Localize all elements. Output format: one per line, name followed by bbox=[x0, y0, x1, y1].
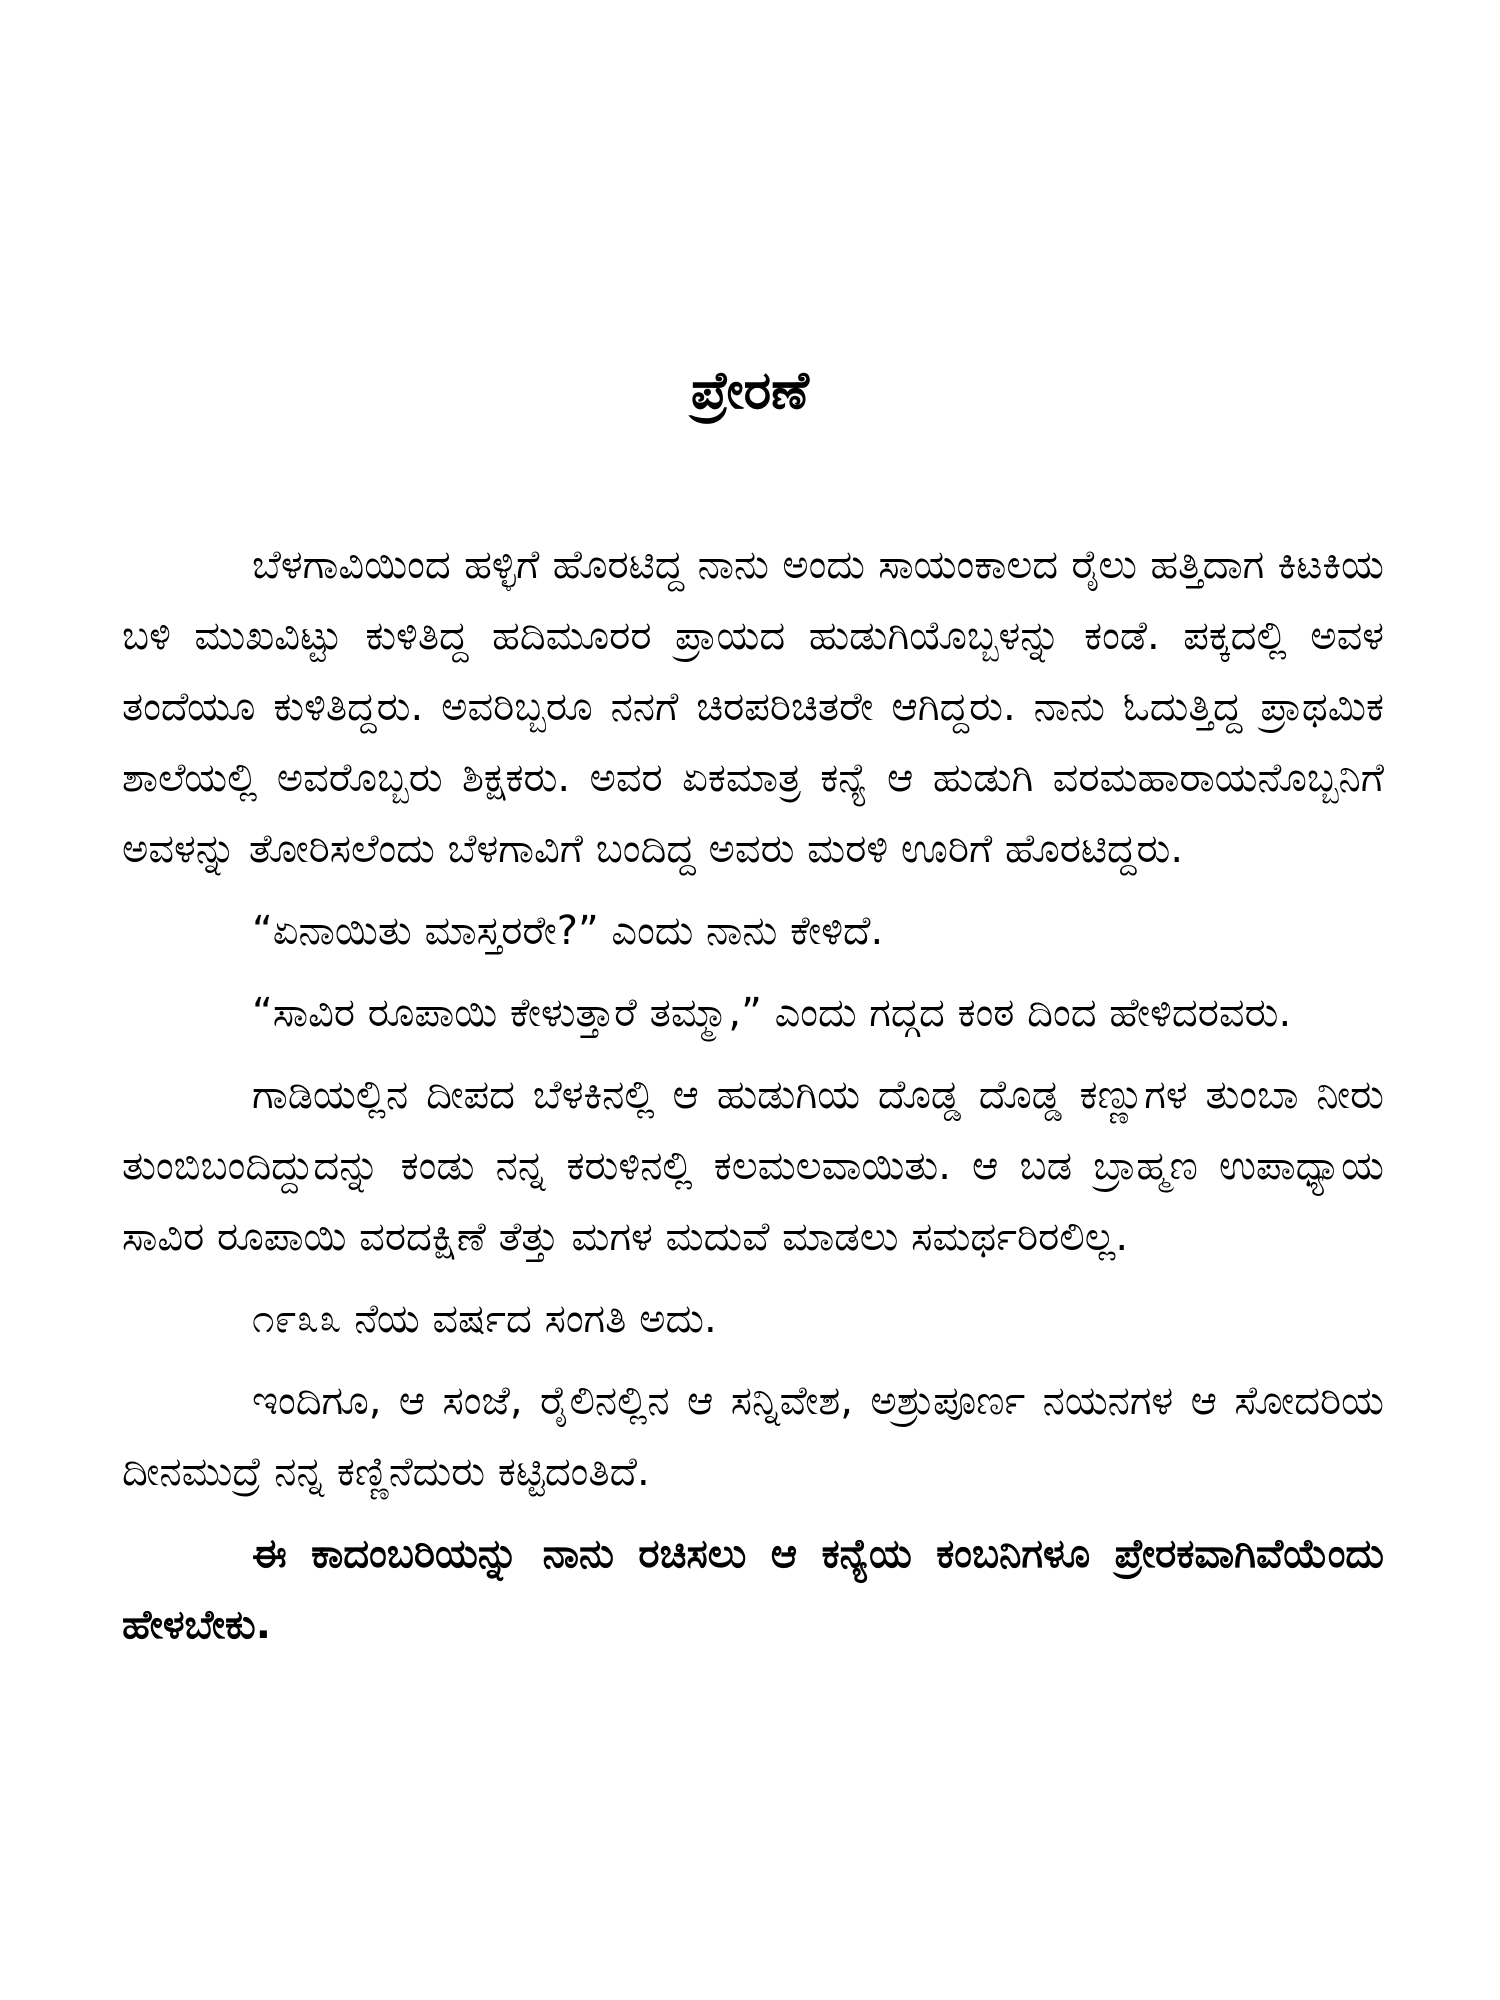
paragraph: “ಸಾವಿರ ರೂಪಾಯಿ ಕೇಳುತ್ತಾರೆ ತಮ್ಮಾ,” ಎಂದು ಗದ್ಗದ ಕಂಠ ದಿಂದ ಹೇಳಿದರವರು. bbox=[252, 990, 1292, 1036]
paragraph: ೧೯೩೩ ನೆಯ ವರ್ಷದ ಸಂಗತಿ ಅದು. bbox=[252, 1296, 717, 1342]
paragraph: ಗಾಡಿಯಲ್ಲಿನ ದೀಪದ ಬೆಳಕಿನಲ್ಲಿ ಆ ಹುಡುಗಿಯ ದೊಡ್ಡ ದೊಡ್ಡ ಕಣ್ಣುಗಳ ತುಂಬಾ ನೀರು ತುಂಬಿಬಂದಿದ್ದುದನ್ನು ಕಂಡು ನನ್ನ ಕರುಳಿನಲ್ಲಿ ಕಲಮಲವಾಯಿತು. ಆ ಬಡ ಬ್ರಾಹ್ಮಣ ಉಪಾಧ್ಯಾಯ ಸಾವಿರ ರೂಪಾಯಿ ವರದಕ್ಷಿಣೆ ತೆತ್ತು ಮಗಳ ಮದುವೆ ಮಾಡಲು ಸಮರ್ಥರಿರಲಿಲ್ಲ. bbox=[122, 1072, 1384, 1260]
paragraph: ಬೆಳಗಾವಿಯಿಂದ ಹಳ್ಳಿಗೆ ಹೊರಟಿದ್ದ ನಾನು ಅಂದು ಸಾಯಂಕಾಲದ ರೈಲು ಹತ್ತಿದಾಗ ಕಿಟಕಿಯ ಬಳಿ ಮುಖವಿಟ್ಟು ಕುಳಿತಿದ್ದ ಹದಿಮೂರರ ಪ್ರಾಯದ ಹುಡುಗಿಯೊಬ್ಬಳನ್ನು ಕಂಡೆ. ಪಕ್ಕದಲ್ಲಿ ಅವಳ ತಂದೆಯೂ ಕುಳಿತಿದ್ದರು. ಅವರಿಬ್ಬರೂ ನನಗೆ ಚಿರಪರಿಚಿತರೇ ಆಗಿದ್ದರು. ನಾನು ಓದುತ್ತಿದ್ದ ಪ್ರಾಥಮಿಕ ಶಾಲೆಯಲ್ಲಿ ಅವರೊಬ್ಬರು ಶಿಕ್ಷಕರು. ಅವರ ಏಕಮಾತ್ರ ಕನ್ಯೆ ಆ ಹುಡುಗಿ ವರಮಹಾರಾಯನೊಬ್ಬನಿಗೆ ಅವಳನ್ನು ತೋರಿಸಲೆಂದು ಬೆಳಗಾವಿಗೆ ಬಂದಿದ್ದ ಅವರು ಮರಳಿ ಊರಿಗೆ ಹೊರಟಿದ್ದರು. bbox=[122, 542, 1384, 872]
page-title: ಪ್ರೇರಣೆ bbox=[690, 361, 810, 421]
paragraph: “ಏನಾಯಿತು ಮಾಸ್ತರರೇ?” ಎಂದು ನಾನು ಕೇಳಿದೆ. bbox=[252, 908, 884, 954]
body-text bbox=[122, 530, 1384, 1672]
paragraph: ಇಂದಿಗೂ, ಆ ಸಂಜೆ, ರೈಲಿನಲ್ಲಿನ ಆ ಸನ್ನಿವೇಶ, ಅಶ್ರುಪೂರ್ಣ ನಯನಗಳ ಆ ಸೋದರಿಯ ದೀನಮುದ್ರೆ ನನ್ನ ಕಣ್ಣಿನೆದುರು ಕಟ್ಟಿದಂತಿದೆ. bbox=[122, 1378, 1384, 1495]
paragraph: ಈ ಕಾದಂಬರಿಯನ್ನು ನಾನು ರಚಿಸಲು ಆ ಕನ್ಯೆಯ ಕಂಬನಿಗಳೂ ಪ್ರೇರಕವಾಗಿವೆಯೆಂದು ಹೇಳಬೇಕು. bbox=[122, 1531, 1384, 1648]
